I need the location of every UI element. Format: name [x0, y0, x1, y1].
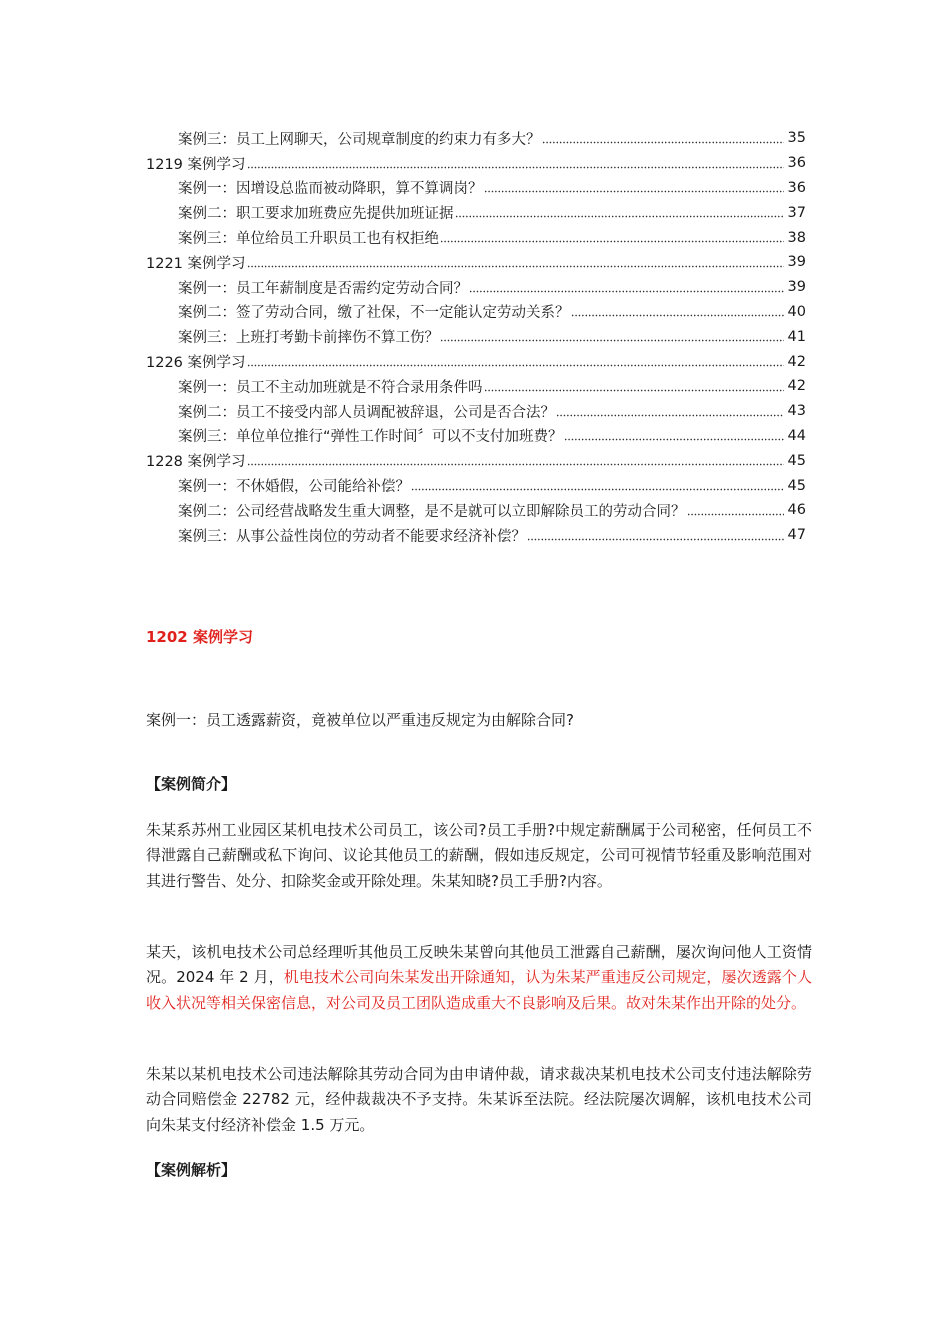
toc-entry-page: 35 [787, 130, 806, 147]
toc-entry[interactable] [0, 126, 950, 151]
toc-entry-page: 45 [787, 452, 806, 469]
toc-entry[interactable] [0, 473, 950, 498]
toc-entry-page: 43 [787, 403, 806, 420]
toc-entry-page: 37 [787, 204, 806, 221]
toc-entry-page: 42 [787, 353, 806, 370]
toc-entry-page: 40 [787, 303, 806, 320]
toc-entry-page: 46 [787, 502, 806, 519]
toc-leader-dots [484, 183, 785, 193]
case-intro-paragraph-1: 朱某系苏州工业园区某机电技术公司员工，该公司?员工手册?中规定薪酬属于公司秘密，任何员工不得泄露自己薪酬或私下询问、议论其他员工的薪酬，假如违反规定，公司可视情节轻重及影响范围对其进行警告、处分、扣除奖金或开除处理。朱某知晓?员工手册?内容。 [146, 821, 812, 890]
toc-leader-dots [247, 357, 784, 367]
section-heading: 1202 案例学习 [146, 628, 253, 646]
case-intro-label: 【案例简介】 [146, 775, 237, 793]
toc-leader-dots [455, 208, 785, 218]
toc-entry-page: 42 [787, 378, 806, 395]
toc-leader-dots [411, 481, 784, 491]
toc-entry-page: 39 [787, 279, 806, 296]
toc-entry-title: 1228 案例学习 [146, 454, 246, 471]
toc-entry[interactable] [0, 349, 950, 374]
toc-entry-page: 36 [787, 155, 806, 172]
toc-entry-title: 案例一：不休婚假，公司能给补偿？ [178, 479, 410, 496]
case-title: 案例一：员工透露薪资，竟被单位以严重违反规定为由解除合同? [146, 711, 574, 729]
toc-entry-title: 案例三：上班打考勤卡前摔伤不算工伤？ [178, 330, 439, 347]
toc-leader-dots [527, 531, 784, 541]
toc-entry-title: 1221 案例学习 [146, 255, 246, 272]
toc-entry-page: 36 [787, 179, 806, 196]
toc-entry[interactable] [0, 324, 950, 349]
toc-entry-page: 41 [787, 328, 806, 345]
toc-entry-title: 案例三：员工上网聊天，公司规章制度的约束力有多大？ [178, 131, 541, 148]
toc-leader-dots [247, 159, 784, 169]
toc-leader-dots [564, 431, 784, 441]
toc-entry-page: 39 [787, 254, 806, 271]
toc-entry[interactable] [0, 250, 950, 275]
toc-leader-dots [440, 233, 784, 243]
toc-entry[interactable] [0, 424, 950, 449]
toc-entry-title: 案例一：员工年薪制度是否需约定劳动合同？ [178, 280, 468, 297]
toc-entry-title: 1219 案例学习 [146, 156, 246, 173]
toc-entry[interactable] [0, 374, 950, 399]
case-intro-paragraph-2 [146, 940, 812, 1016]
paragraph-2-highlight: 机电技术公司向朱某发出开除通知，认为朱某严重违反公司规定，屡次透露个人收入状况等相关保密信息，对公司及员工团队造成重大不良影响及后果。故对朱某作出开除的处分。 [146, 968, 812, 1012]
toc-entry-title: 1226 案例学习 [146, 355, 246, 372]
toc-leader-dots [556, 407, 784, 417]
toc-entry[interactable] [0, 200, 950, 225]
toc-entry-page: 44 [787, 427, 806, 444]
toc-entry-page: 47 [787, 527, 806, 544]
toc-entry[interactable] [0, 151, 950, 176]
toc-entry-page: 38 [787, 229, 806, 246]
toc-entry[interactable] [0, 176, 950, 201]
toc-entry[interactable] [0, 225, 950, 250]
toc-entry-title: 案例三：单位单位推行“弹性工作时间〞可以不支付加班费？ [178, 429, 563, 446]
toc-entry-title: 案例一：员工不主动加班就是不符合录用条件吗 [178, 379, 483, 396]
toc-leader-dots [469, 283, 784, 293]
toc-entry-page: 45 [787, 477, 806, 494]
toc-entry[interactable] [0, 275, 950, 300]
toc-leader-dots [484, 382, 785, 392]
toc-leader-dots [247, 258, 784, 268]
toc-leader-dots [542, 134, 785, 144]
toc-leader-dots [571, 307, 785, 317]
toc-entry[interactable] [0, 523, 950, 548]
toc-leader-dots [440, 332, 784, 342]
toc-leader-dots [687, 506, 785, 516]
table-of-contents [0, 126, 950, 548]
case-analysis-label: 【案例解析】 [146, 1161, 237, 1179]
toc-entry-title: 案例二：签了劳动合同，缴了社保，不一定能认定劳动关系？ [178, 305, 570, 322]
toc-entry[interactable] [0, 300, 950, 325]
toc-entry-title: 案例二：员工不接受内部人员调配被辞退，公司是否合法？ [178, 404, 555, 421]
toc-entry-title: 案例二：公司经营战略发生重大调整，是不是就可以立即解除员工的劳动合同？ [178, 503, 686, 520]
toc-leader-dots [247, 456, 784, 466]
toc-entry-title: 案例一：因增设总监而被动降职，算不算调岗？ [178, 181, 483, 198]
toc-entry-title: 案例二：职工要求加班费应先提供加班证据 [178, 206, 454, 223]
toc-entry[interactable] [0, 399, 950, 424]
toc-entry-title: 案例三：单位给员工升职员工也有权拒绝 [178, 231, 439, 248]
toc-entry-title: 案例三：从事公益性岗位的劳动者不能要求经济补偿？ [178, 528, 526, 545]
toc-entry[interactable] [0, 448, 950, 473]
toc-entry[interactable] [0, 498, 950, 523]
case-intro-paragraph-3: 朱某以某机电技术公司违法解除其劳动合同为由申请仲裁，请求裁决某机电技术公司支付违法解除劳动合同赔偿金 22782 元，经仲裁裁决不予支持。朱某诉至法院。经法院屡次调解，该机电技术公司向朱某支付经济补偿金 1.5 万元。 [146, 1065, 812, 1134]
paragraph-2-text: 某天，该机电技术公司总经理听其他员工反映朱某曾向其他员工泄露自己薪酬，屡次询问他人工资情况。2024 年 2 月， [146, 943, 812, 987]
